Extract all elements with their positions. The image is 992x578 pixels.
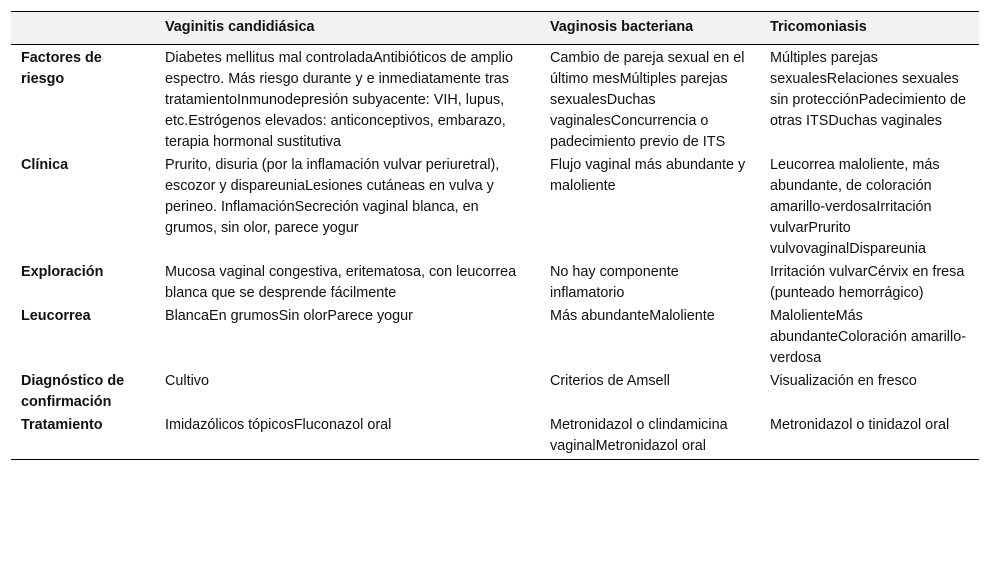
table-row-exploration xyxy=(11,261,979,305)
header-row xyxy=(11,12,979,45)
table-cell: Metronidazol o clindamicina vaginalMetronidazol oral xyxy=(550,417,728,454)
row-label: Leucorrea xyxy=(21,308,91,324)
table-cell: Prurito, disuria (por la inflamación vulvar periuretral), escozor y dispareuniaLesiones cutáneas en vulva y perineo. InflamaciónSecreción vaginal blanca, en grumos, sin olor, parece yogur xyxy=(165,157,500,236)
table-body xyxy=(11,45,979,460)
table-cell: Múltiples parejas sexualesRelaciones sexuales sin protecciónPadecimiento de otras ITSDuchas vaginales xyxy=(770,50,966,129)
table-cell: No hay componente inflamatorio xyxy=(550,264,679,301)
header-cell-empty xyxy=(11,12,155,45)
table-cell: Flujo vaginal más abundante y maloliente xyxy=(550,157,746,194)
table-cell: BlancaEn grumosSin olorParece yogur xyxy=(165,308,413,324)
row-label: Tratamiento xyxy=(21,417,103,433)
table-cell: Más abundanteMaloliente xyxy=(550,308,715,324)
table-cell: Mucosa vaginal congestiva, eritematosa, con leucorrea blanca que se desprende fácilmente xyxy=(165,264,517,301)
header-cell-candidiasis: Vaginitis candidiásica xyxy=(165,19,315,35)
table-row-diagnosis xyxy=(11,370,979,414)
table-cell: Diabetes mellitus mal controladaAntibióticos de amplio espectro. Más riesgo durante y e inmediatamente tras tratamientoInmunodepresión subyacente: VIH, lupus, etc.Estrógenos elevados: anticonceptivos, embarazo, terapia hormonal sustitutiva xyxy=(165,50,513,150)
table-row-clinical xyxy=(11,154,979,261)
row-label: Diagnóstico de confirmación xyxy=(21,373,125,410)
comparison-table-container xyxy=(11,11,979,460)
table-row-risk-factors xyxy=(11,45,979,155)
table-row-treatment xyxy=(11,414,979,460)
table-cell: MalolienteMás abundanteColoración amarillo-verdosa xyxy=(770,308,966,366)
table-cell: Criterios de Amsell xyxy=(550,373,670,389)
header-cell-trichomoniasis: Tricomoniasis xyxy=(770,19,867,35)
row-label: Factores de riesgo xyxy=(21,50,102,87)
header-cell-bacterial-vaginosis: Vaginosis bacteriana xyxy=(550,19,694,35)
row-label: Clínica xyxy=(21,157,69,173)
table-cell: Cultivo xyxy=(165,373,209,389)
row-label: Exploración xyxy=(21,264,104,280)
table-row-leukorrhea xyxy=(11,305,979,370)
table-cell: Cambio de pareja sexual en el último mesMúltiples parejas sexualesDuchas vaginalesConcurrencia o padecimiento previo de ITS xyxy=(550,50,745,150)
table-cell: Metronidazol o tinidazol oral xyxy=(770,417,950,433)
table-cell: Irritación vulvarCérvix en fresa (punteado hemorrágico) xyxy=(770,264,965,301)
table-header xyxy=(11,12,979,45)
table-cell: Leucorrea maloliente, más abundante, de coloración amarillo-verdosaIrritación vulvarPrurito vulvovaginalDispareunia xyxy=(770,157,940,257)
vaginitis-comparison-table xyxy=(11,11,979,460)
table-cell: Imidazólicos tópicosFluconazol oral xyxy=(165,417,392,433)
table-cell: Visualización en fresco xyxy=(770,373,917,389)
